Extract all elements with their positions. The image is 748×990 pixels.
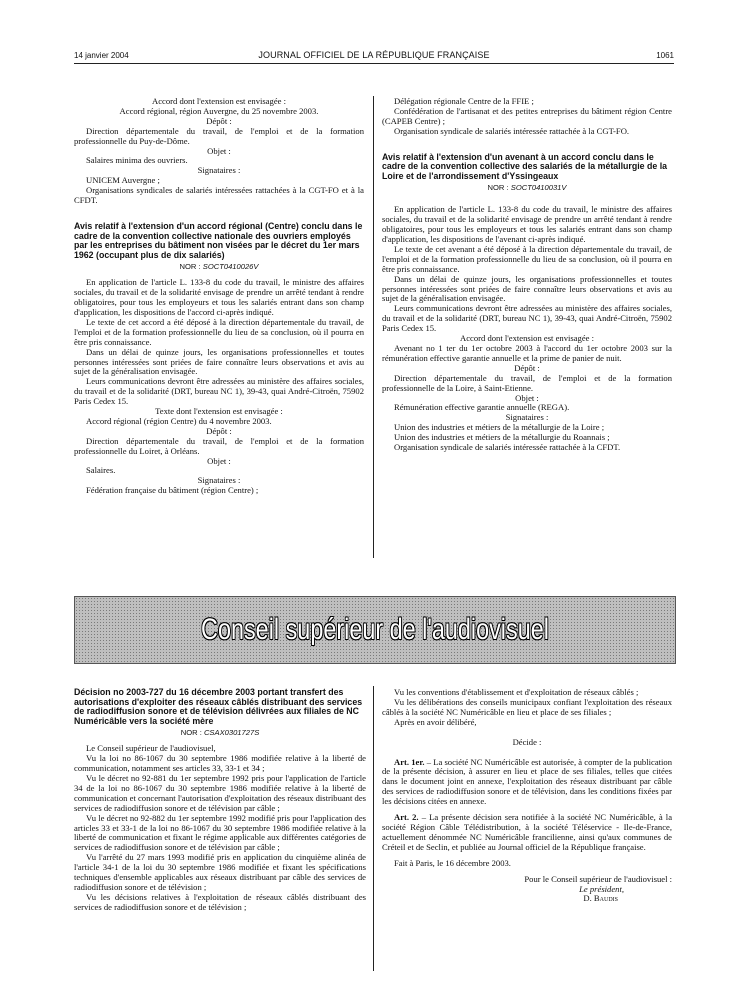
header-rule <box>74 63 674 64</box>
text-line: Direction départementale du travail, de l'emploi et de la formation professionnelle du Puy-de-Dôme. <box>74 125 364 146</box>
paragraph: Leurs communications devront être adressées au ministère des affaires sociales, du travail et de la solidarité (DRT, bureau NC 1), 39-43, quai André-Citroën, 75902 Paris Cedex 15. <box>382 303 672 334</box>
column-divider-bottom <box>373 686 374 971</box>
text-line: Accord dont l'extension est envisagée : <box>152 96 286 106</box>
paragraph: Vu le décret no 92-881 du 1er septembre 1992 pris pour l'application de l'article 34 de la loi no 86-1067 du 30 septembre 1986 modifiée relative à la liberté de communication et concernant l'autorisation d'exploitation des réseaux distribuant des services de radiodiffusion sonore et de télévision par câble ; <box>74 773 366 813</box>
section-banner <box>74 596 676 664</box>
paragraph: Leurs communications devront être adressées au ministère des affaires sociales, du travail et de la solidarité (DRT, bureau NC 1), 39-43, quai André-Citroën, 75902 Paris Cedex 15. <box>74 376 364 407</box>
paragraph: Vu les conventions d'établissement et d'exploitation de réseaux câblés ; <box>394 687 639 697</box>
paragraph: Le texte de cet accord a été déposé à la direction départementale du travail, de l'emploi et de la formation professionnelle du lieu de sa conclusion, où il pourra en être pris connaissance. <box>74 316 364 347</box>
text-line: UNICEM Auvergne ; <box>86 175 160 186</box>
article-2: Art. 2. – La présente décision sera notifiée à la société NC Numéricâble, à la société Région Câble Télédistribution, à la société Téléservice - Ile-de-France, actuellement dénommée NC Numéricâble francilienne, ainsi qu'aux communes de Créteil et de Seclin, et publiée au Journal officiel de la République française. <box>382 812 673 852</box>
text-line: Dépôt : <box>514 362 540 373</box>
paragraph: Le Conseil supérieur de l'audiovisuel, <box>86 743 216 754</box>
text-line: Rémunération effective garantie annuelle (REGA). <box>394 402 570 413</box>
text-line: Objet : <box>207 145 231 156</box>
signature-line: Pour le Conseil supérieur de l'audiovisuel : <box>524 873 672 884</box>
text-line: Salaires minima des ouvriers. <box>86 155 188 166</box>
text-line: Dépôt : <box>206 115 232 126</box>
text-line: Signataires : <box>197 165 241 176</box>
journal-title: JOURNAL OFFICIEL DE LA RÉPUBLIQUE FRANÇAISE <box>258 50 490 60</box>
text-line: Confédération de l'artisanat et des petites entreprises du bâtiment région Centre (CAPEB Centre) ; <box>382 105 672 126</box>
paragraph: Dans un délai de quinze jours, les organisations professionnelles et toutes personnes intéressées sont priées de faire connaître leurs observations et avis au sujet de la généralisation envisagée. <box>382 273 672 304</box>
decide-line: Décide : <box>512 736 542 747</box>
text-line: Accord régional, région Auvergne, du 25 novembre 2003. <box>119 105 319 116</box>
nor-reference: NOR : CSAX0301727S <box>180 728 260 738</box>
text-line: Objet : <box>515 392 539 403</box>
text-line: Salaires. <box>86 465 116 476</box>
text-line: Organisations syndicales de salariés intéressées rattachées à la CGT-FO et à la CFDT. <box>74 185 364 206</box>
text-line: Signataires : <box>197 475 241 486</box>
issue-date: 14 janvier 2004 <box>74 51 129 60</box>
page-header <box>74 48 674 64</box>
bottom-left-column <box>74 688 366 913</box>
text-line: Dépôt : <box>206 425 232 436</box>
column-divider-top <box>373 96 374 558</box>
paragraph: Le texte de cet avenant a été déposé à la direction départementale du travail, de l'emploi et de la formation professionnelle du lieu de sa conclusion, où il pourra en être pris connaissance. <box>382 243 672 274</box>
paragraph: Vu l'arrêté du 27 mars 1993 modifié pris en application du cinquième alinéa de l'article 34-1 de la loi du 30 septembre 1986 modifiée et fixant les spécifications techniques d'ensemble applicables aux réseaux distribuant par câble des services de radiodiffusion sonore et de télévision ; <box>74 852 366 892</box>
text-line: Organisation syndicale de salariés intéressée rattachée à la CFDT. <box>394 442 621 453</box>
text-line: Délégation régionale Centre de la FFIE ; <box>394 96 534 106</box>
paragraph: Vu la loi no 86-1067 du 30 septembre 1986 modifiée relative à la liberté de communication, notamment ses articles 33, 33-1 et 34 ; <box>74 753 366 774</box>
text-line: Accord régional (région Centre) du 4 novembre 2003. <box>86 415 272 426</box>
top-right-column <box>382 97 672 453</box>
page-number: 1061 <box>656 51 674 60</box>
paragraph: Dans un délai de quinze jours, les organisations professionnelles et toutes personnes intéressées sont priées de faire connaître leurs observations et avis au sujet de la généralisation envisagée. <box>74 346 364 377</box>
signature-name: D. Baudis <box>583 893 618 904</box>
paragraph: Vu les décisions relatives à l'exploitation de réseaux câblés distribuant des services de radiodiffusion sonore et de télévision ; <box>74 891 366 912</box>
paragraph: En application de l'article L. 133-8 du code du travail, le ministre des affaires sociales, du travail et de la solidarité envisage de prendre un arrêté tendant à rendre obligatoires, pour tous les employeurs et tous les salariés entrant dans son champ d'application, les dispositions de l'accord ci-après indiqué. <box>74 277 364 317</box>
paragraph: Après en avoir délibéré, <box>394 716 477 727</box>
article-1: Art. 1er. – La société NC Numéricâble est autorisée, à compter de la publication de la présente décision, à assurer en lieu et place de ses filiales, telles que citées dans le document joint en annexe, l'exploitation des réseaux distribuant par câble des services de radiodiffusion sonore et de télévision, dans les conditions fixées par les décisions citées en annexe. <box>382 756 672 807</box>
decision-title: Décision no 2003-727 du 16 décembre 2003 portant transfert des autorisations d'exploiter des réseaux câblés distribuant des services de radiodiffusion sonore et de télévision délivrées aux filiales de NC Numéricâble vers la société mère <box>74 687 363 726</box>
text-line: Accord dont l'extension est envisagée : <box>460 333 594 344</box>
nor-reference: NOR : SOCT0410026V <box>179 262 259 272</box>
signature-title: Le président, <box>579 883 624 894</box>
paragraph: Vu les délibérations des conseils municipaux confiant l'exploitation des réseaux câblés à la société NC Numéricâble en lieu et place de ses filiales ; <box>382 696 672 717</box>
section-banner-title: Conseil supérieur de l'audiovisuel <box>201 613 549 646</box>
text-line: Texte dont l'extension est envisagée : <box>155 406 283 417</box>
text-line: Avenant no 1 ter du 1er octobre 2003 à l'accord du 1er octobre 2003 sur la rémunération effective garantie annuelle et la prime de panier de nuit. <box>382 343 672 363</box>
top-left-column <box>74 97 364 496</box>
text-line: Union des industries et métiers de la métallurgie de la Loire ; <box>394 422 605 433</box>
bottom-right-column <box>382 688 672 904</box>
avis-title: Avis relatif à l'extension d'un avenant à un accord conclu dans le cadre de la convention collective des salariés de la métallurgie de la Loire et de l'arrondissement d'Yssingeaux <box>382 151 668 181</box>
paragraph: Vu le décret no 92-882 du 1er septembre 1992 modifié pris pour l'application des articles 33 et 33-1 de la loi no 86-1067 du 30 septembre 1986 modifiée relative à la liberté de communication et fixant le régime applicable aux différentes catégories de services de radiodiffusion sonore et de télévision par câble ; <box>74 812 366 853</box>
text-line: Direction départementale du travail, de l'emploi et de la formation professionnelle du Loiret, à Orléans. <box>74 435 364 456</box>
paragraph: En application de l'article L. 133-8 du code du travail, le ministre des affaires sociales, du travail et de la solidarité envisage de prendre un arrêté tendant à rendre obligatoires, pour tous les employeurs et tous les salariés entrant dans son champ d'application, les dispositions de l'avenant ci-après indiqué. <box>382 204 672 245</box>
nor-reference: NOR : SOCT0410031V <box>487 183 567 193</box>
avis-title: Avis relatif à l'extension d'un accord régional (Centre) conclu dans le cadre de la convention collective nationale des ouvriers employés par les entreprises du bâtiment non visées par le décret du 1er mars 1962 (occupant plus de dix salariés) <box>74 220 363 260</box>
text-line: Fédération française du bâtiment (région Centre) ; <box>86 485 259 496</box>
text-line: Direction départementale du travail, de l'emploi et de la formation professionnelle de la Loire, à Saint-Etienne. <box>382 372 672 393</box>
text-line: Organisation syndicale de salariés intéressée rattachée à la CGT-FO. <box>394 125 630 136</box>
text-line: Objet : <box>207 455 231 466</box>
text-line: Signataires : <box>505 412 549 423</box>
text-line: Union des industries et métiers de la métallurgie du Roannais ; <box>394 432 610 443</box>
done-at-line: Fait à Paris, le 16 décembre 2003. <box>394 857 511 868</box>
